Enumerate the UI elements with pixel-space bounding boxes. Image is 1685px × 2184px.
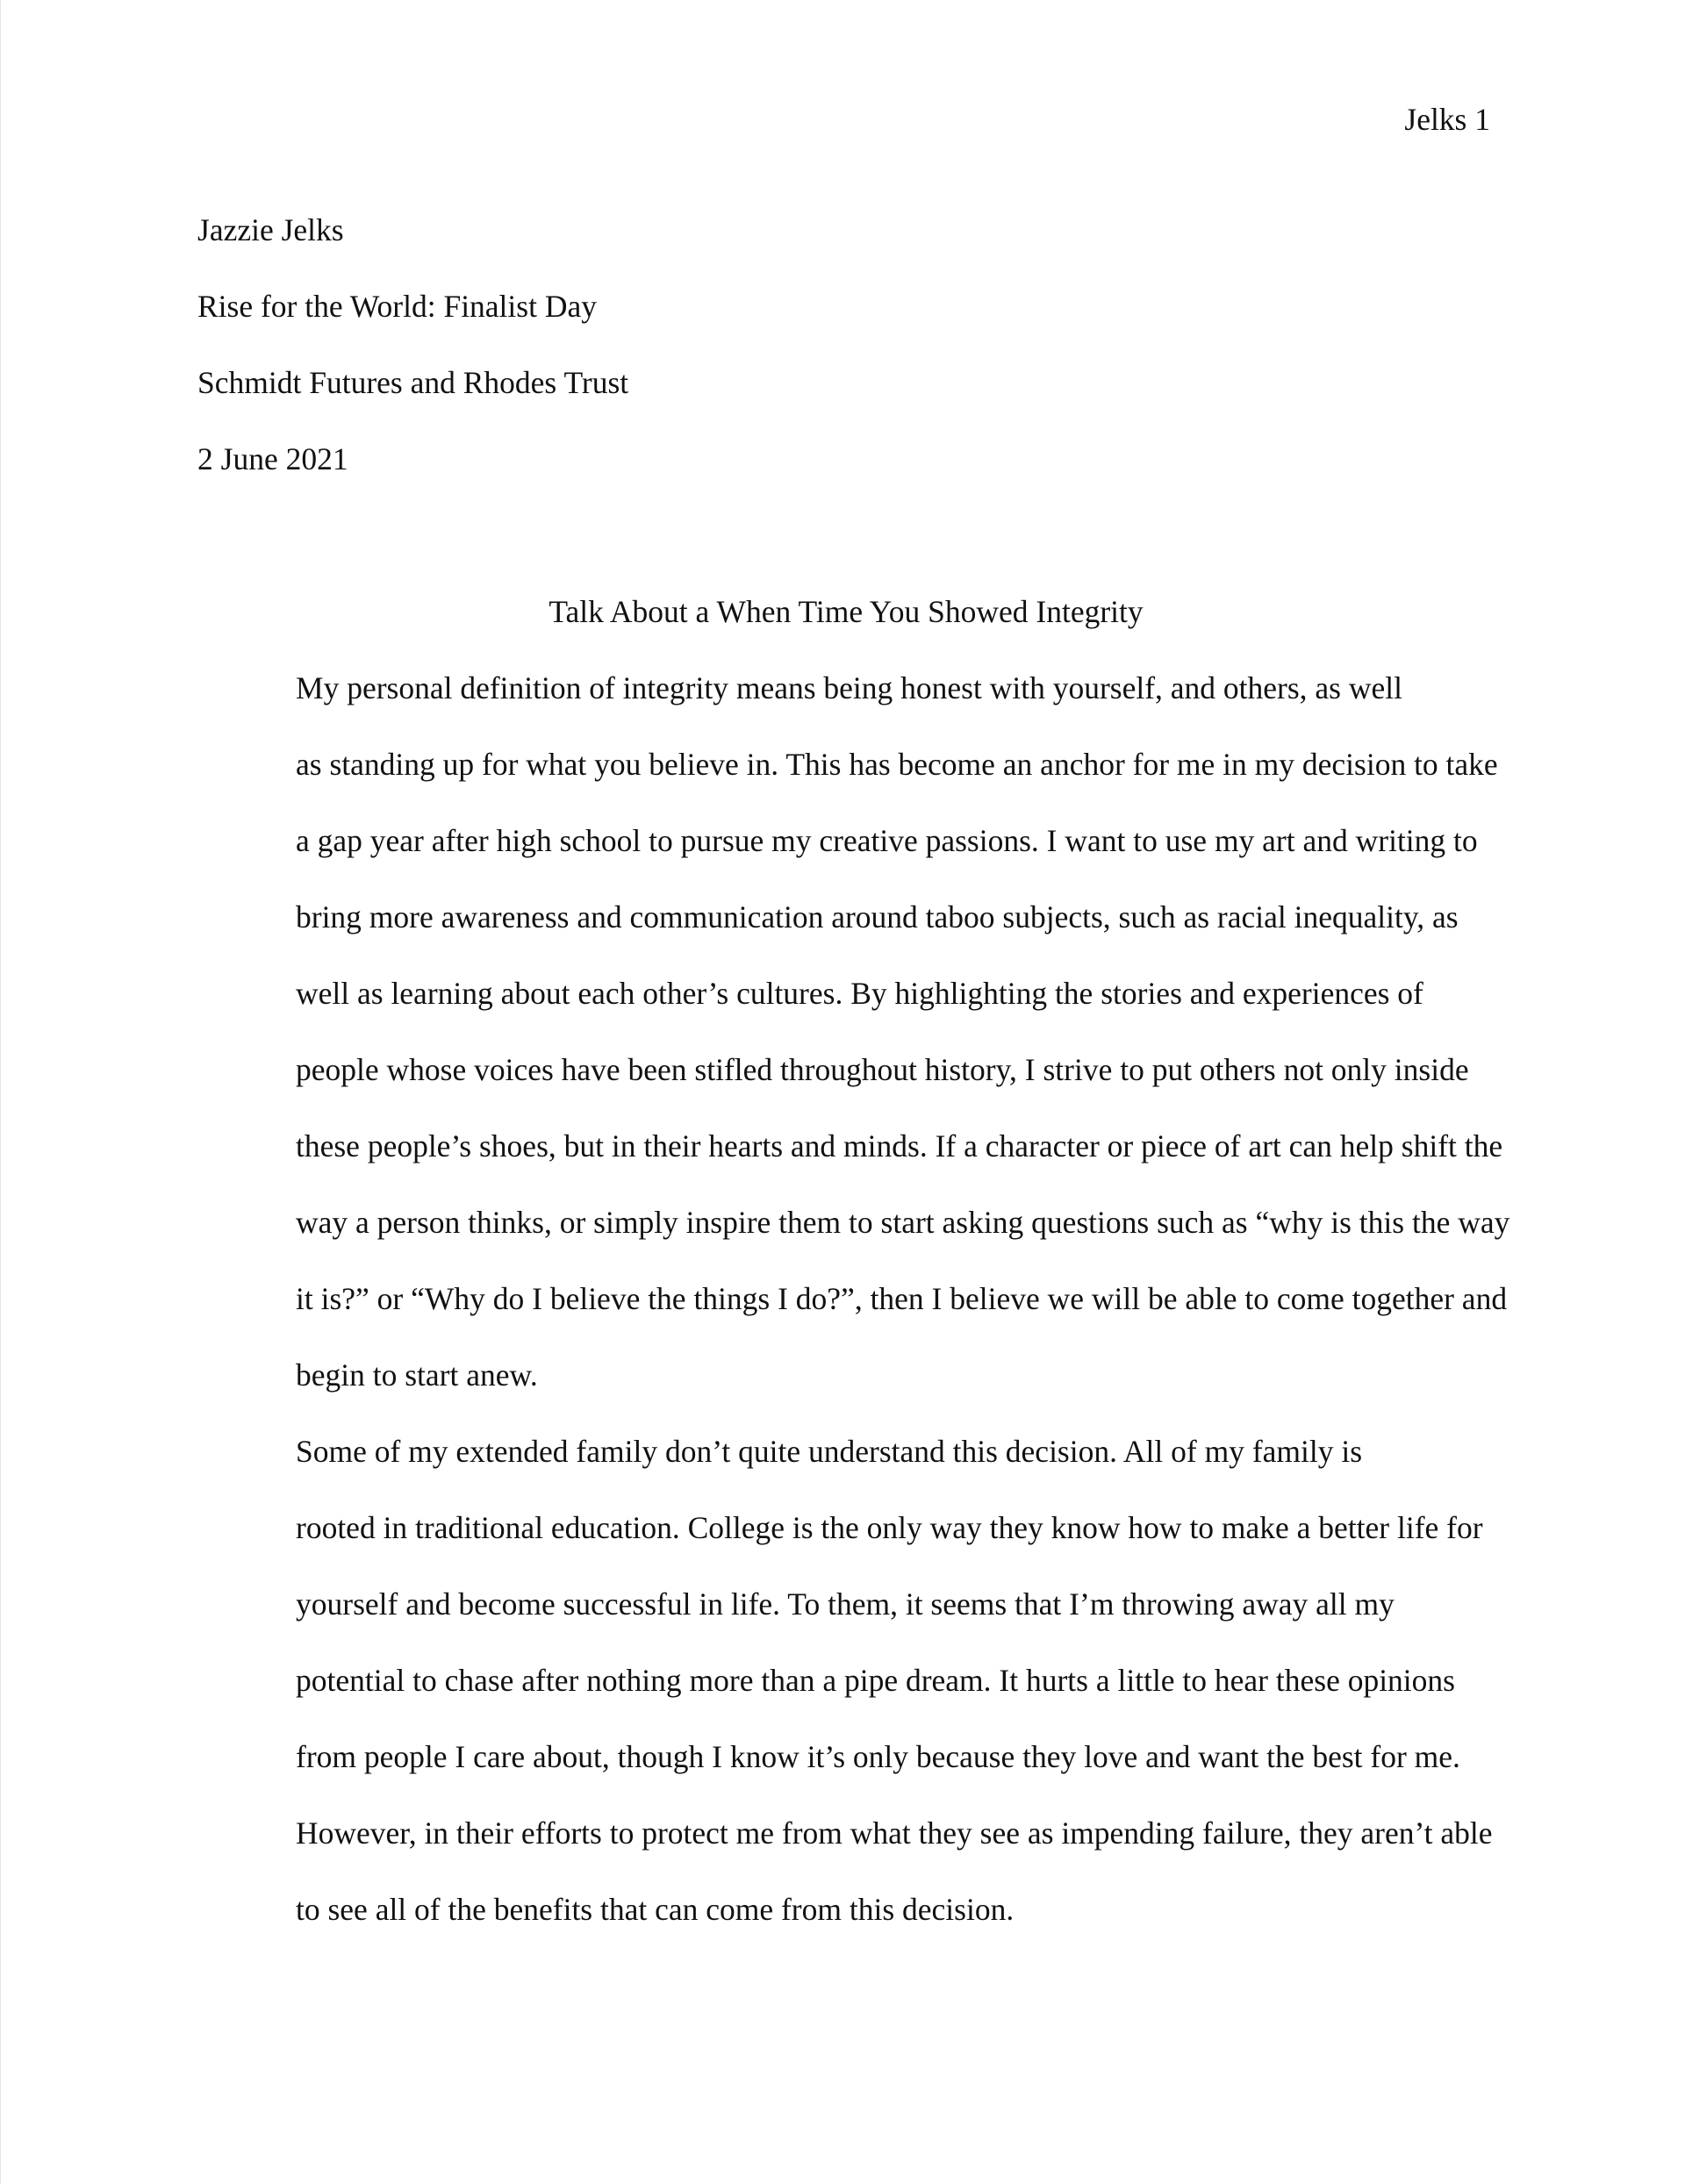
- event-name: Rise for the World: Finalist Day: [197, 289, 597, 324]
- organization-name: Schmidt Futures and Rhodes Trust: [197, 365, 629, 400]
- text-line: begin to start anew.: [296, 1357, 538, 1393]
- document-body: [197, 192, 1510, 1948]
- text-line: yourself and become successful in life. To them, it seems that I’m throwing away all my: [296, 1586, 1395, 1622]
- text-line: as standing up for what you believe in. This has become an anchor for me in my decision to take: [296, 747, 1498, 782]
- author-name: Jazzie Jelks: [197, 212, 344, 247]
- text-line: people whose voices have been stifled throughout history, I strive to put others not only inside: [296, 1052, 1469, 1087]
- essay-title: Talk About a When Time You Showed Integrity: [549, 594, 1144, 629]
- text-line: way a person thinks, or simply inspire them to start asking questions such as “why is this the way: [296, 1205, 1510, 1240]
- text-line: a gap year after high school to pursue my creative passions. I want to use my art and writing to: [296, 823, 1478, 858]
- text-line: from people I care about, though I know it’s only because they love and want the best for me.: [296, 1739, 1460, 1774]
- text-line: these people’s shoes, but in their hearts and minds. If a character or piece of art can help shift the: [296, 1128, 1503, 1164]
- text-line: My personal definition of integrity means being honest with yourself, and others, as well: [296, 670, 1402, 705]
- text-line: potential to chase after nothing more than a pipe dream. It hurts a little to hear these opinions: [296, 1663, 1455, 1698]
- paragraph-2: [197, 1414, 1495, 1948]
- text-line: well as learning about each other’s cultures. By highlighting the stories and experiences of: [296, 976, 1423, 1011]
- text-line: bring more awareness and communication around taboo subjects, such as racial inequality, as: [296, 899, 1459, 934]
- text-line: rooted in traditional education. College is the only way they know how to make a better life for: [296, 1510, 1483, 1545]
- text-line: it is?” or “Why do I believe the things I do?”, then I believe we will be able to come together and: [296, 1281, 1508, 1316]
- text-line: However, in their efforts to protect me from what they see as impending failure, they aren’t able: [296, 1815, 1493, 1851]
- text-line: to see all of the benefits that can come from this decision.: [296, 1892, 1015, 1927]
- running-head: Jelks 1: [1404, 102, 1490, 137]
- text-line: Some of my extended family don’t quite understand this decision. All of my family is: [296, 1434, 1363, 1469]
- paragraph-1: [197, 650, 1510, 1414]
- document-date: 2 June 2021: [197, 441, 348, 476]
